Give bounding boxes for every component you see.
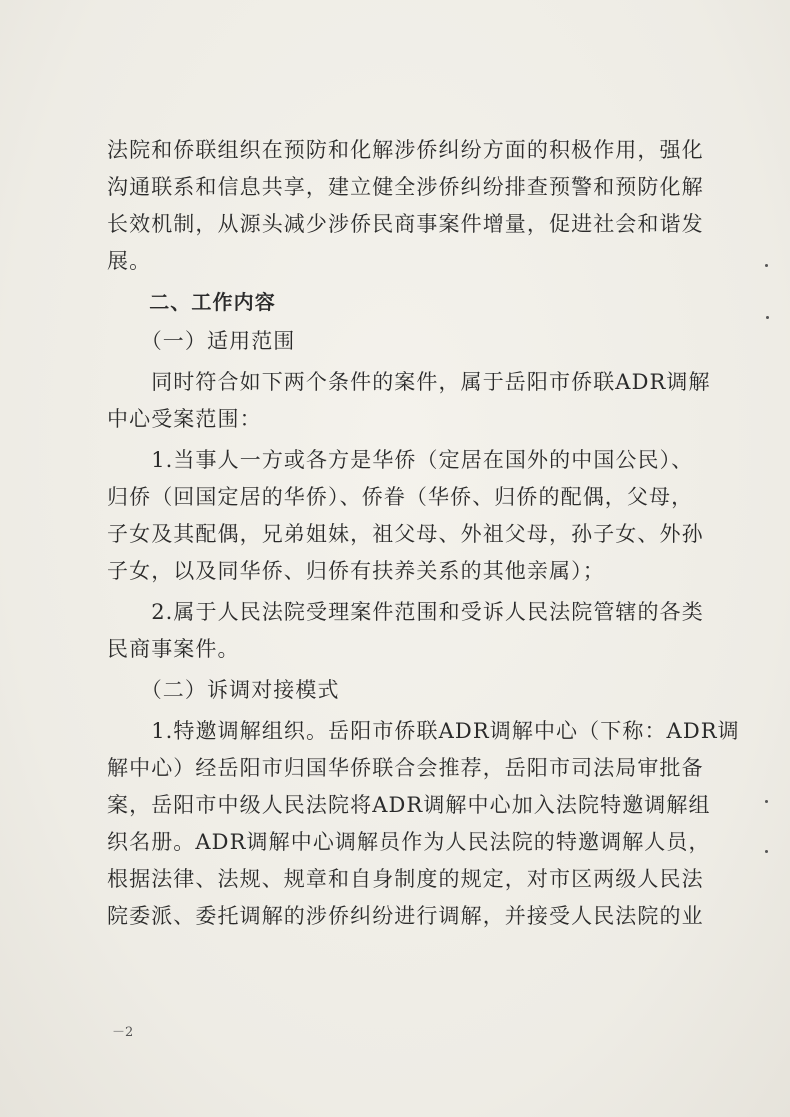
scan-speck [765, 850, 768, 853]
text-line: 2.属于人民法院受理案件范围和受诉人民法院管辖的各类 [107, 600, 704, 624]
page-number: －2 [112, 1025, 134, 1040]
section-heading: 二、工作内容 [107, 290, 276, 314]
text-line: 院委派、委托调解的涉侨纠纷进行调解，并接受人民法院的业 [107, 904, 704, 928]
text-line: 民商事案件。 [107, 637, 240, 661]
text-line: 长效机制，从源头减少涉侨民商事案件增量，促进社会和谐发 [107, 212, 704, 236]
scan-speck [766, 316, 769, 319]
text-line: 归侨（回国定居的华侨）、侨眷（华侨、归侨的配偶，父母， [107, 485, 694, 509]
text-line: 同时符合如下两个条件的案件，属于岳阳市侨联ADR调解 [107, 370, 711, 394]
text-line: 根据法律、法规、规章和自身制度的规定，对市区两级人民法 [107, 867, 704, 891]
scan-speck [765, 800, 768, 803]
text-line: 案，岳阳市中级人民法院将ADR调解中心加入法院特邀调解组 [107, 793, 711, 817]
text-line: 中心受案范围： [107, 407, 262, 431]
text-line: 织名册。ADR调解中心调解员作为人民法院的特邀调解人员， [107, 830, 711, 854]
subsection-heading: （一）适用范围 [107, 329, 296, 353]
text-line: 子女及其配偶，兄弟姐妹，祖父母、外祖父母，孙子女、外孙 [107, 522, 704, 546]
text-line: 1.特邀调解组织。岳阳市侨联ADR调解中心（下称：ADR调 [107, 719, 740, 743]
subsection-heading: （二）诉调对接模式 [107, 678, 340, 702]
text-line: 展。 [107, 249, 152, 273]
text-line: 解中心）经岳阳市归国华侨联合会推荐，岳阳市司法局审批备 [107, 756, 704, 780]
document-body [107, 132, 740, 935]
text-line: 法院和侨联组织在预防和化解涉侨纠纷方面的积极作用，强化 [107, 138, 704, 162]
scan-speck [765, 264, 768, 267]
text-line: 沟通联系和信息共享，建立健全涉侨纠纷排查预警和预防化解 [107, 175, 704, 199]
text-line: 1.当事人一方或各方是华侨（定居在国外的中国公民）、 [107, 448, 694, 472]
text-line: 子女，以及同华侨、归侨有扶养关系的其他亲属）； [107, 559, 605, 583]
